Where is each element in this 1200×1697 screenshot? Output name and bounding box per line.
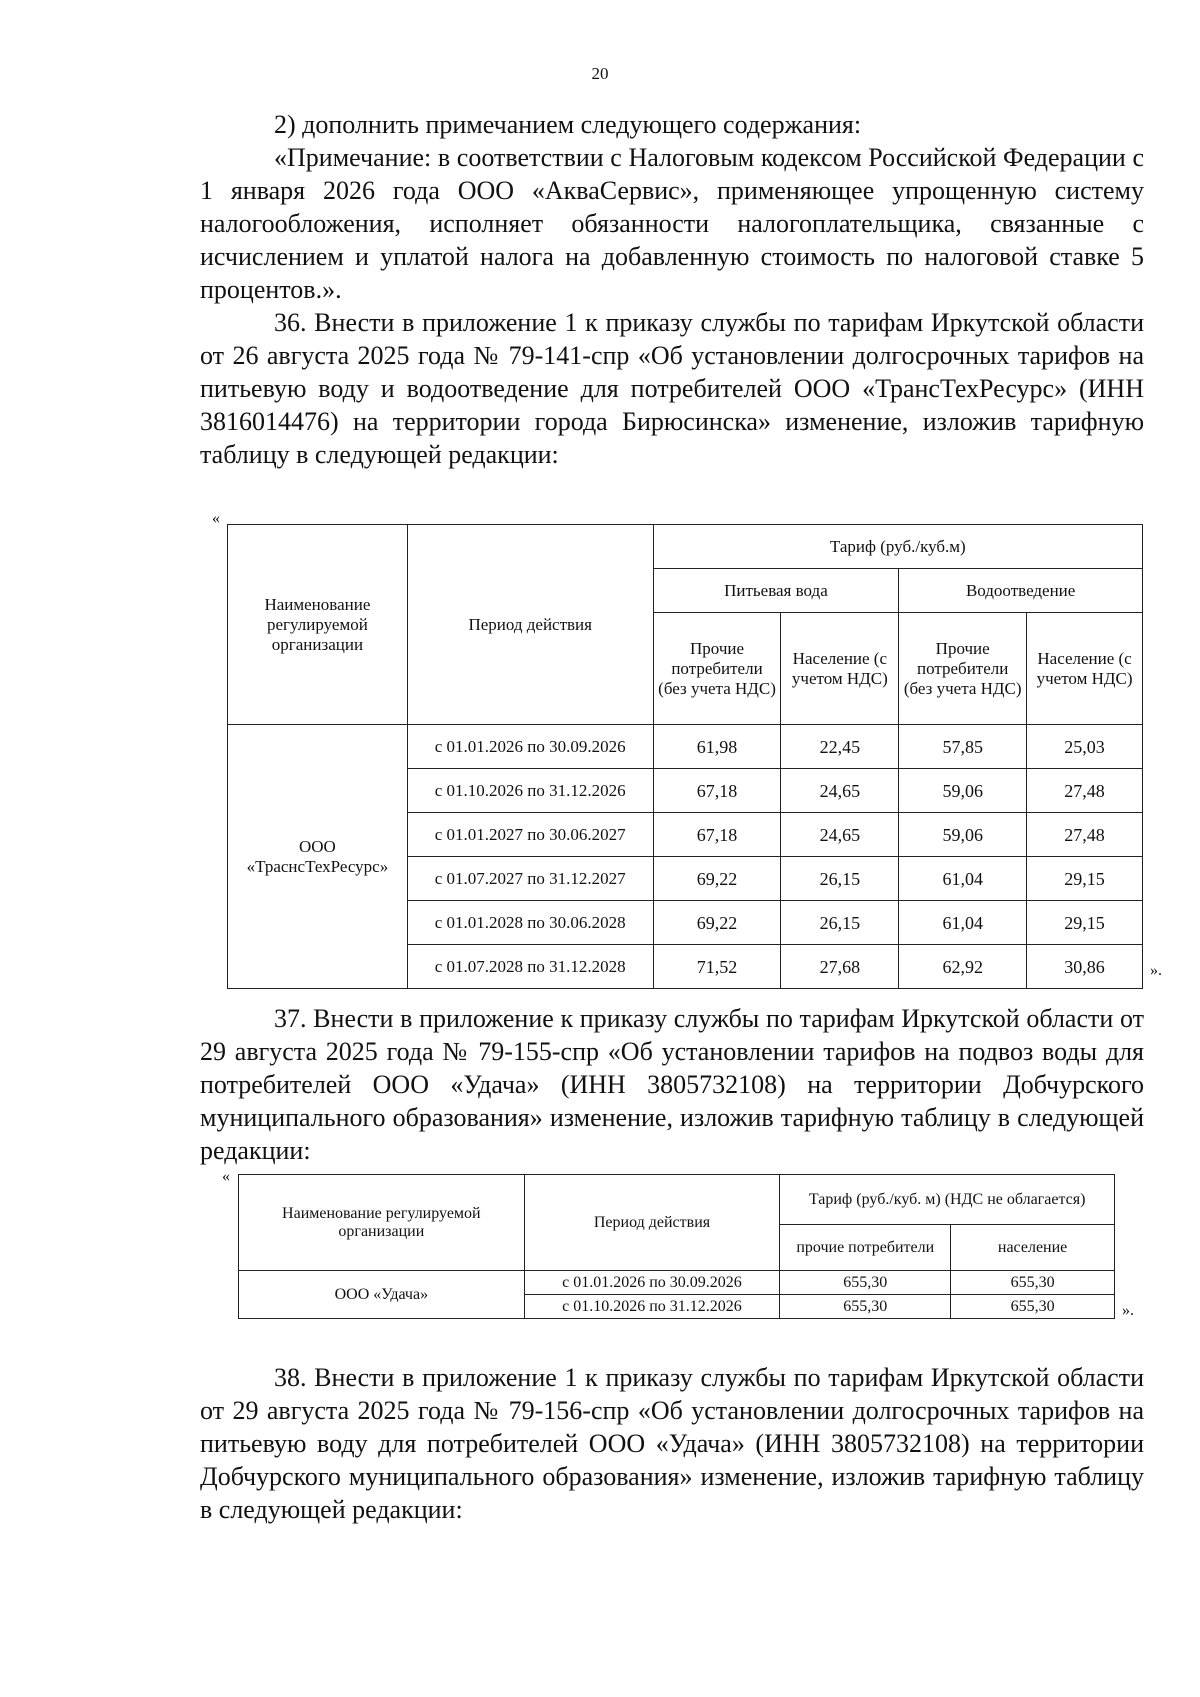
value-cell: 69,22 [653,857,781,901]
header-period: Период действия [524,1175,780,1271]
organization-name: ООО «ТраснсТехРесурс» [228,725,408,989]
header-population: Население (с учетом НДС) [1027,613,1143,725]
value-cell: 71,52 [653,945,781,989]
period-cell: с 01.10.2026 по 31.12.2026 [524,1295,780,1319]
header-organization: Наименование регулируемой организации [228,525,408,725]
value-cell: 29,15 [1027,901,1143,945]
paragraph-note: «Примечание: в соответствии с Налоговым кодексом Российской Федерации с 1 января 2026 года ООО «АкваСервис», применяющее упрощенную систему налогообложения, исполняет обязанности налогоплательщика, связанные с исчислением и уплатой налога на добавленную стоимость по налоговой ставке 5 процентов.». [200,143,1144,304]
period-cell: с 01.07.2028 по 31.12.2028 [407,945,653,989]
period-cell: с 01.01.2026 по 30.09.2026 [524,1271,780,1295]
value-cell: 655,30 [780,1271,951,1295]
value-cell: 22,45 [781,725,899,769]
period-cell: с 01.01.2028 по 30.06.2028 [407,901,653,945]
value-cell: 26,15 [781,857,899,901]
value-cell: 59,06 [899,813,1027,857]
header-drinking-water: Питьевая вода [653,569,899,613]
tariff-table-udacha [238,1174,1115,1319]
paragraph-38: 38. Внести в приложение 1 к приказу службы по тарифам Иркутской области от 29 августа 2025 года № 79-156-спр «Об установлении долгосрочных тарифов на питьевую воду для потребителей ООО «Удача» (ИНН 3805732108) на территории Добчурского муниципального образования» изменение, изложив тарифную таблицу в следующей редакции: [200,1363,1144,1524]
value-cell: 67,18 [653,813,781,857]
value-cell: 61,04 [899,901,1027,945]
header-population: население [951,1225,1115,1271]
table1-close-quote: ». [1150,962,1162,979]
value-cell: 59,06 [899,769,1027,813]
value-cell: 69,22 [653,901,781,945]
value-cell: 61,98 [653,725,781,769]
paragraph-amendment-item: 2) дополнить примечанием следующего содержания: [274,110,862,139]
value-cell: 25,03 [1027,725,1143,769]
header-tariff: Тариф (руб./куб.м) [653,525,1142,569]
header-other-consumers: Прочие потребители (без учета НДС) [653,613,781,725]
table-row [228,725,1143,769]
value-cell: 655,30 [951,1295,1115,1319]
organization-name: ООО «Удача» [239,1271,525,1319]
header-other-consumers: прочие потребители [780,1225,951,1271]
value-cell: 57,85 [899,725,1027,769]
paragraph-36: 36. Внести в приложение 1 к приказу службы по тарифам Иркутской области от 26 августа 2025 года № 79-141-спр «Об установлении долгосрочных тарифов на питьевую воду и водоотведение для потребителей ООО «ТрансТехРесурс» (ИНН 3816014476) на территории города Бирюсинска» изменение, изложив тарифную таблицу в следующей редакции: [200,308,1144,469]
header-population: Население (с учетом НДС) [781,613,899,725]
value-cell: 27,68 [781,945,899,989]
paragraph-37: 37. Внести в приложение к приказу службы по тарифам Иркутской области от 29 августа 2025 года № 79-155-спр «Об установлении тарифов на подвоз воды для потребителей ООО «Удача» (ИНН 3805732108) на территории Добчурского муниципального образования» изменение, изложив тарифную таблицу в следующей редакции: [200,1004,1144,1165]
header-sewerage: Водоотведение [899,569,1143,613]
value-cell: 61,04 [899,857,1027,901]
value-cell: 26,15 [781,901,899,945]
table2-open-quote: « [222,1168,230,1185]
value-cell: 27,48 [1027,769,1143,813]
value-cell: 27,48 [1027,813,1143,857]
header-period: Период действия [407,525,653,725]
value-cell: 29,15 [1027,857,1143,901]
period-cell: с 01.01.2027 по 30.06.2027 [407,813,653,857]
tariff-table-transtechresurs [227,524,1143,989]
table2-close-quote: ». [1122,1302,1134,1319]
value-cell: 30,86 [1027,945,1143,989]
value-cell: 62,92 [899,945,1027,989]
value-cell: 24,65 [781,769,899,813]
value-cell: 655,30 [780,1295,951,1319]
period-cell: с 01.01.2026 по 30.09.2026 [407,725,653,769]
period-cell: с 01.10.2026 по 31.12.2026 [407,769,653,813]
header-other-consumers: Прочие потребители (без учета НДС) [899,613,1027,725]
header-tariff: Тариф (руб./куб. м) (НДС не облагается) [780,1175,1115,1225]
page-number: 20 [591,64,609,83]
table1-open-quote: « [212,510,220,527]
value-cell: 24,65 [781,813,899,857]
value-cell: 655,30 [951,1271,1115,1295]
value-cell: 67,18 [653,769,781,813]
header-organization: Наименование регулируемой организации [239,1175,525,1271]
table-row [239,1271,1115,1295]
period-cell: с 01.07.2027 по 31.12.2027 [407,857,653,901]
